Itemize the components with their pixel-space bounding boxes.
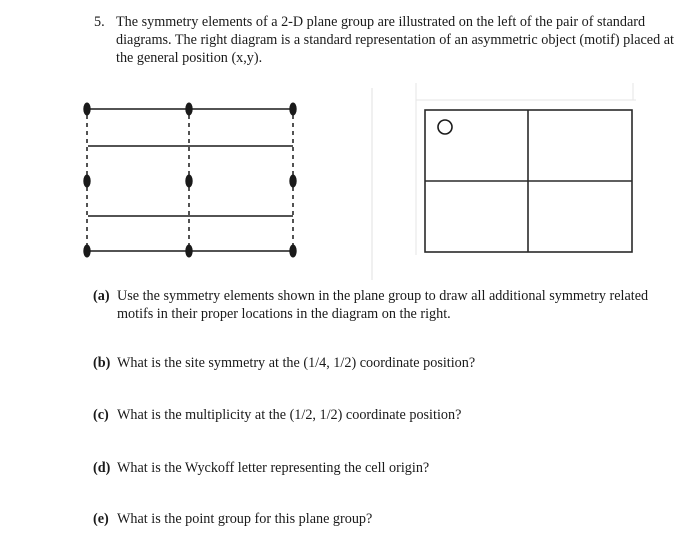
symmetry-elements-diagram — [84, 103, 296, 257]
part-b-label: (b) — [93, 355, 111, 371]
twofold-axis-icon — [186, 103, 192, 115]
part-a-text: Use the symmetry elements shown in the plane group to draw all additional symmetry related motifs in their proper locations in the diagram on the right. — [117, 288, 649, 322]
part-b-text: What is the site symmetry at the (1/4, 1/2) coordinate position? — [117, 355, 476, 371]
general-position-diagram — [416, 83, 636, 255]
twofold-axis-icon — [84, 245, 90, 257]
twofold-axis-icon — [290, 175, 296, 187]
part-e-text: What is the point group for this plane group? — [117, 511, 373, 527]
part-e-label: (e) — [93, 511, 109, 527]
part-d-text: What is the Wyckoff letter representing the cell origin? — [117, 460, 430, 476]
twofold-axis-icon — [290, 245, 296, 257]
question-number: 5. — [94, 14, 105, 30]
twofold-axis-icon — [290, 103, 296, 115]
part-a-label: (a) — [93, 288, 110, 304]
part-c-text: What is the multiplicity at the (1/2, 1/2) coordinate position? — [117, 407, 462, 423]
twofold-axis-icon — [84, 175, 90, 187]
twofold-axis-icon — [186, 245, 192, 257]
part-c-label: (c) — [93, 407, 109, 423]
question-text: The symmetry elements of a 2-D plane group are illustrated on the left of the pair of standard diagrams. The right diagram is a standard representation of an asymmetric object (motif) placed at the general position (x,y). — [116, 14, 674, 66]
twofold-axis-icon — [186, 175, 192, 187]
motif-circle-icon — [438, 120, 452, 134]
part-d-label: (d) — [93, 460, 111, 476]
twofold-axis-icon — [84, 103, 90, 115]
